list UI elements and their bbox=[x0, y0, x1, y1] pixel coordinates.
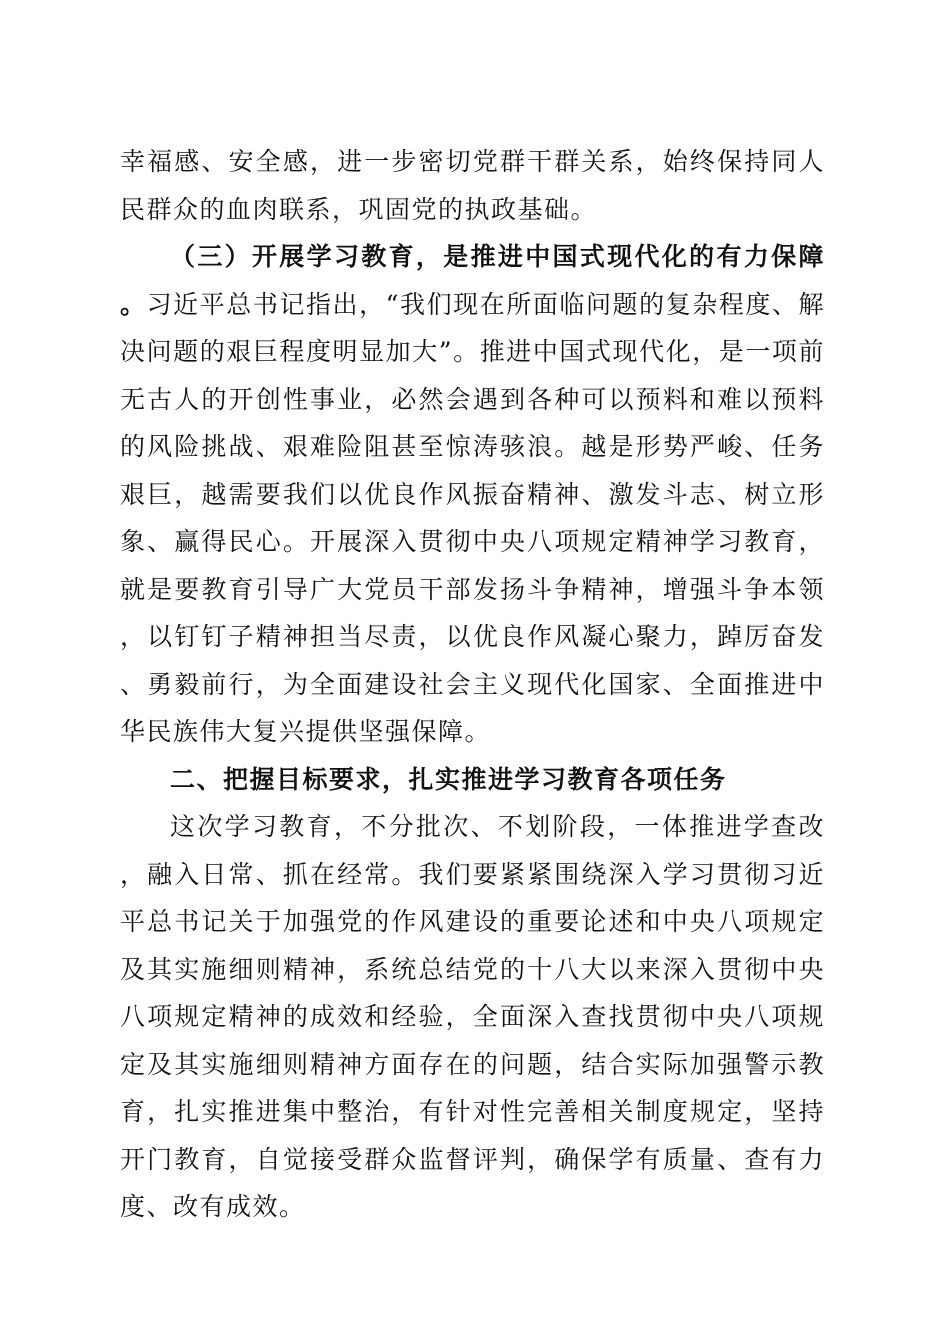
heading-two-text: 二、把握目标要求，扎实推进学习教育各项任务 bbox=[170, 764, 727, 794]
section-heading-two bbox=[120, 756, 825, 804]
document-body bbox=[120, 138, 825, 1231]
section-three-lead: （三）开展学习教育，是推进中国式现代化的有力保障。 bbox=[120, 242, 825, 319]
section-three-body: 习近平总书记指出，“我们现在所面临问题的复杂程度、解决问题的艰巨程度明显加大”。推进中国式现代化，是一项前无古人的开创性事业，必然会遇到各种可以预料和难以预料的风险挑战、艰难险阻甚至惊涛骇浪。越是形势严峻、任务艰巨，越需要我们以优良作风振奋精神、激发斗志、树立形象、赢得民心。开展深入贯彻中央八项规定精神学习教育，就是要教育引导广大党员干部发扬斗争精神，增强斗争本领，以钉钉子精神担当尽责，以优良作风凝心聚力，踔厉奋发、勇毅前行，为全面建设社会主义现代化国家、全面推进中华民族伟大复兴提供坚强保障。 bbox=[120, 289, 825, 746]
paragraph-continuation: 幸福感、安全感，进一步密切党群干群关系，始终保持同人民群众的血肉联系，巩固党的执政基础。 bbox=[120, 147, 825, 224]
paragraph-section-two-body: 这次学习教育，不分批次、不划阶段，一体推进学查改，融入日常、抓在经常。我们要紧紧围绕深入学习贯彻习近平总书记关于加强党的作风建设的重要论述和中央八项规定及其实施细则精神，系统总结党的十八大以来深入贯彻中央八项规定精神的成效和经验，全面深入查找贯彻中央八项规定及其实施细则精神方面存在的问题，结合实际加强警示教育，扎实推进集中整治，有针对性完善相关制度规定，坚持开门教育，自觉接受群众监督评判，确保学有质量、查有力度、改有成效。 bbox=[120, 812, 825, 1221]
paragraph-section-three bbox=[120, 233, 825, 756]
